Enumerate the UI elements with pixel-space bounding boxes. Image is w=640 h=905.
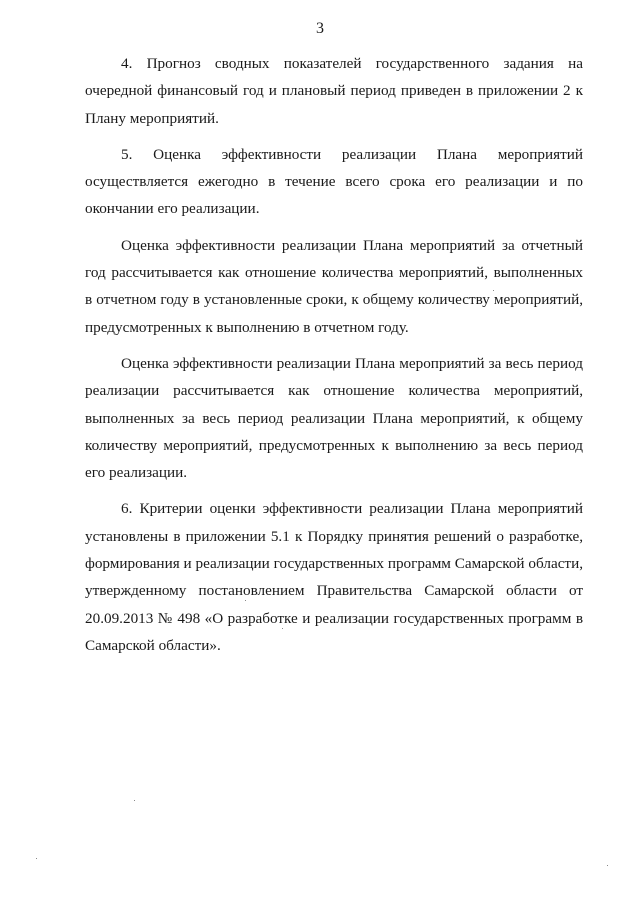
paragraph-item-4: 4. Прогноз сводных показателей государственного задания на очередной финансовый год и плановый период приведен в приложении 2 к Плану мероприятий.	[85, 55, 583, 127]
paragraph-efficiency-annual: Оценка эффективности реализации Плана мероприятий за отчетный год рассчитывается как отношение количества мероприятий, выполненных в отчетном году в установленные сроки, к общему количеству мероприятий, предусмотренных к выполнению в отчетном году.	[85, 236, 583, 336]
paragraph-item-6: 6. Критерии оценки эффективности реализации Плана мероприятий установлены в приложении 5.1 к Порядку принятия решений о разработке, формирования и реализации государственных программ Самарской области, утвержденному постановлением Правительства Самарской области от 20.09.2013 № 498 «О разработке и реализации государственных программ в Самарской области».	[85, 500, 583, 654]
paragraph-efficiency-full-period: Оценка эффективности реализации Плана мероприятий за весь период реализации рассчитывается как отношение количества мероприятий, выполненных за весь период реализации Плана мероприятий, к общему количеству мероприятий, предусмотренных к выполнению за весь период его реализации.	[85, 354, 583, 482]
document-body	[85, 50, 583, 659]
page-number: 3	[316, 20, 324, 37]
scan-speck	[282, 628, 283, 629]
paragraph-item-5: 5. Оценка эффективности реализации Плана мероприятий осуществляется ежегодно в течение всего срока его реализации и по окончании его реализации.	[85, 145, 583, 218]
scan-speck	[493, 290, 494, 291]
scan-speck	[134, 800, 135, 801]
scan-speck	[36, 858, 37, 859]
scan-speck	[607, 865, 608, 866]
scan-speck	[245, 600, 246, 601]
